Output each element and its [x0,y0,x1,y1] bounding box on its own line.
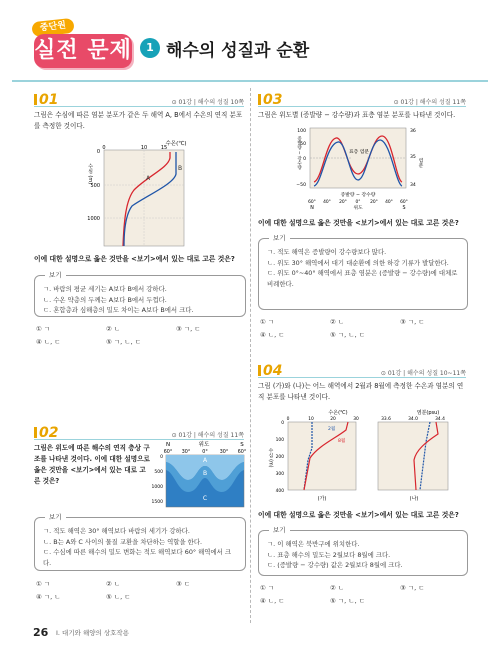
bogi-label: 보기 [45,512,66,521]
question-text: 그림은 수심에 따른 염분 분포가 같은 두 해역 A, B에서 수온의 연직 분포를 측정한 것이다. [34,111,243,130]
page-number: 26 [33,626,49,639]
q2-label-a: A [202,457,208,464]
choice-5[interactable]: ⑤ ㄴ, ㄷ [106,593,131,601]
q3-yright-label: 염분 [417,158,423,168]
answer-choices [258,316,468,342]
q4-na-tick: 34.0 [408,417,418,422]
question-number: 04 [258,363,282,379]
choice-3[interactable]: ③ ㄱ, ㄷ [400,318,425,326]
section-badge-main: 실전 문제 [34,34,132,68]
choice-2[interactable]: ② ㄴ [330,318,345,326]
q4-na-caption: (나) [409,496,419,502]
q3-figure [296,124,424,210]
bogi-item: ㄱ. 이 해역은 북반구에 위치한다. [267,540,360,548]
choice-4[interactable]: ④ ㄴ, ㄷ [36,338,61,346]
answer-choices [258,582,468,608]
bogi-box [258,234,468,310]
question-ask: 이에 대한 설명으로 옳은 것만을 <보기>에서 있는 대로 고른 것은? [258,511,459,519]
choice-3[interactable]: ③ ㄷ [176,580,191,588]
bogi-item: ㄷ. 수심에 따른 해수의 밀도 변화는 적도 해역보다 60° 해역에서 크다. [43,548,232,567]
bogi-item: ㄱ. 바람의 평균 세기는 A보다 B에서 강하다. [43,285,167,293]
bogi-item: ㄴ. 수온 약층의 두께는 A보다 B에서 두껍다. [43,295,167,304]
choice-5[interactable]: ⑤ ㄱ, ㄴ, ㄷ [106,338,141,346]
bogi-item: ㄱ. 적도 해역은 증발량이 강수량보다 많다. [267,248,387,256]
q1-figure [86,140,198,250]
question-ask: 이에 대한 설명으로 옳은 것만을 <보기>에서 있는 대로 고른 것은? [258,219,459,227]
question-reference: ⊙ 01강 | 해수의 성질 11쪽 [171,432,244,439]
choice-1[interactable]: ① ㄱ [260,318,275,326]
bogi-box [258,526,468,576]
q3-yleft-tick: −50 [296,183,306,188]
choice-1[interactable]: ① ㄱ [260,584,275,592]
question-reference: ⊙ 01강 | 해수의 성질 11쪽 [393,99,466,106]
q1-ytick: 0 [96,149,100,155]
bogi-label: 보기 [269,525,290,534]
q1-label-b: B [178,165,183,172]
q3-salinity-label: 표층 염분 [348,150,370,155]
q1-xtick: 15 [160,145,168,151]
q4-ylabel: 수심 (m) [267,448,273,468]
q2-lat-tick: 60° [237,450,247,455]
bogi-label: 보기 [45,270,66,279]
bogi-item: ㄷ. 혼합층과 심해층의 밀도 차이는 A보다 B에서 크다. [43,306,194,314]
q4-figure [266,408,462,504]
choice-4[interactable]: ④ ㄱ, ㄴ [36,593,61,601]
q1-xlabel: 수온(℃) [165,141,187,147]
q2-lat-tick: 0° [202,450,208,455]
q1-xtick: 10 [140,145,148,151]
q1-ytick: 500 [90,183,100,189]
q2-lat-left: N [165,442,171,448]
answer-choices [34,323,246,349]
q2-lat-tick: 30° [219,450,229,455]
bogi-box [34,271,246,317]
choice-4[interactable]: ④ ㄴ, ㄷ [260,331,285,339]
q2-label-b: B [202,470,208,477]
section-badge-top: 중단원 [31,18,74,37]
column-divider [250,88,251,623]
q4-ga-tick: 20 [330,417,336,422]
q3-yright-tick: 36 [410,129,416,134]
q4-na-xlabel: 염분(psu) [416,410,440,416]
q4-na-tick: 34.4 [435,417,445,422]
question-number: 03 [258,92,282,108]
q1-label-a: A [146,175,151,182]
q3-xtick: 40° [323,200,331,205]
q4-ytick: 0 [281,421,284,426]
choice-5[interactable]: ⑤ ㄱ, ㄴ, ㄷ [330,597,365,605]
question-text: 그림은 위도에 따른 해수의 연직 층상 구조를 나타낸 것이다. 이에 대한 설명으로 옳은 것만을 <보기>에서 있는 대로 고른 것은? [34,444,150,485]
bogi-item: ㄱ. 적도 해역은 30° 해역보다 바람의 세기가 강하다. [43,527,190,535]
bogi-item: ㄴ. 위도 30° 해역에서 대기 대순환에 의한 하강 기류가 발달한다. [267,258,449,267]
q4-ga-feb-label: 2월 [328,427,336,432]
q3-xlabel: 위도 [353,206,363,210]
q4-ga-tick: 0 [286,417,290,422]
question-reference: ⊙ 01강 | 해수의 성질 10~11쪽 [380,370,466,377]
q2-lat-title: 위도 [198,442,210,448]
q2-ytick: 0 [160,455,163,460]
q2-lat-tick: 30° [181,450,191,455]
bogi-label: 보기 [269,233,290,242]
bogi-box [34,513,246,571]
q4-ga-aug-label: 8월 [338,439,346,444]
q3-yright-tick: 35 [410,155,416,160]
choice-2[interactable]: ② ㄴ [106,325,121,333]
question-reference: ⊙ 01강 | 해수의 성질 10쪽 [171,99,244,106]
bogi-item: ㄷ. 위도 0°~40° 해역에서 표층 염분은 (증발량 − 강수량)에 대체로 비례한다. [267,269,458,288]
bogi-item: ㄴ. B는 A와 C 사이의 물질 교환을 차단하는 역할을 한다. [43,537,203,546]
answer-choices [34,578,246,604]
q3-xtick: 0° [355,200,361,205]
bogi-item: ㄴ. 표층 해수의 밀도는 2월보다 8월에 크다. [267,550,391,559]
q3-xtick: 20° [339,200,347,205]
q3-xtick: 60° [308,200,316,205]
q2-ytick: 1500 [152,500,163,505]
q4-na-tick: 33.6 [381,417,391,422]
q3-x-right: S [402,206,406,210]
choice-2[interactable]: ② ㄴ [106,580,121,588]
q1-xtick: 0 [102,145,106,151]
q3-x-left: N [310,206,314,210]
question-number: 02 [34,425,58,441]
q3-evap-label: 증발량 − 강수량 [340,193,376,198]
question-rule [34,106,244,107]
question-number: 01 [34,92,58,108]
q4-ga-xlabel: 수온(℃) [328,410,348,416]
q4-ytick: 300 [275,472,284,477]
question-ask: 이에 대한 설명으로 옳은 것만을 <보기>에서 있는 대로 고른 것은? [34,255,235,263]
q3-xtick: 60° [400,200,408,205]
q2-ytick: 1000 [152,485,163,490]
question-text: 그림은 위도별 (증발량 − 강수량)과 표층 염분 분포를 나타낸 것이다. [258,111,456,119]
q2-lat-tick: 60° [163,450,173,455]
q1-ylabel: 수심 (m) [87,163,93,185]
chapter-title: 해수의 성질과 순환 [166,41,310,61]
q3-xtick: 40° [385,200,393,205]
q3-yleft-tick: 50 [300,142,306,147]
header-divider [12,80,488,82]
q4-ga-tick: 30 [353,417,359,422]
choice-5[interactable]: ⑤ ㄱ, ㄴ, ㄷ [330,331,365,339]
choice-3[interactable]: ③ ㄱ, ㄷ [176,325,201,333]
chapter-number: 1 [140,38,160,58]
q1-ytick: 1000 [87,216,100,222]
q2-ytick: 500 [154,470,163,475]
footer-section: Ⅰ. 대기와 해양의 상호작용 [56,629,129,637]
question-text: 그림 (가)와 (나)는 어느 해역에서 2월과 8월에 측정한 수온과 염분의 연직 분포를 나타낸 것이다. [258,382,464,401]
q3-yright-tick: 34 [410,183,416,188]
q4-ytick: 200 [275,455,284,460]
choice-2[interactable]: ② ㄴ [330,584,345,592]
q4-ga-tick: 10 [308,417,314,422]
choice-1[interactable]: ① ㄱ [36,580,51,588]
q3-yleft-label: 증발량 − 강수량 [296,136,302,170]
page-header [12,12,488,70]
q4-ytick: 100 [275,438,284,443]
question-rule [258,106,466,107]
q4-ytick: 400 [275,489,284,494]
q4-ga-caption: (가) [317,496,327,502]
q3-yleft-tick: 100 [297,129,306,134]
q2-lat-right: S [240,442,244,448]
choice-1[interactable]: ① ㄱ [36,325,51,333]
choice-3[interactable]: ③ ㄱ, ㄷ [400,584,425,592]
choice-4[interactable]: ④ ㄴ, ㄷ [260,597,285,605]
q2-figure [152,440,248,512]
bogi-item: ㄷ. (증발량 − 강수량) 값은 2월보다 8월에 크다. [267,561,403,569]
q3-yleft-tick: 0 [303,157,306,162]
q2-label-c: C [202,495,208,502]
q3-xtick: 20° [370,200,378,205]
question-rule [258,377,466,378]
